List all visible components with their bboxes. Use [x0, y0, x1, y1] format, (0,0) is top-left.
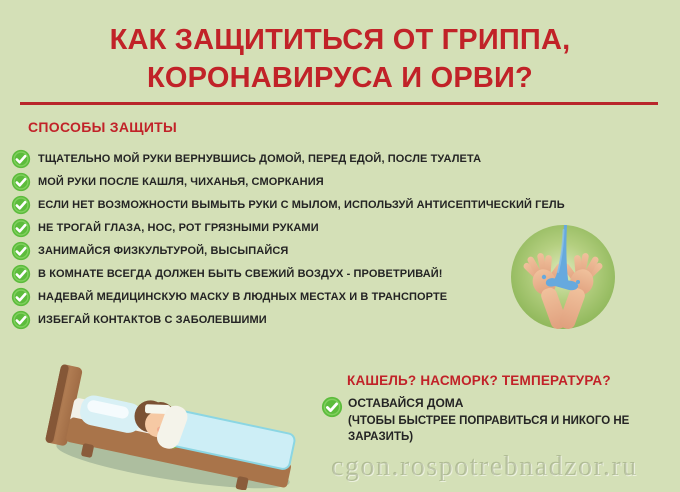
list-item: [11, 308, 531, 331]
section-heading: СПОСОБЫ ЗАЩИТЫ: [28, 119, 178, 135]
list-item: [11, 262, 531, 285]
check-circle-icon: [11, 287, 31, 307]
check-circle-icon: [321, 396, 343, 418]
title-line-2: КОРОНАВИРУСА И ОРВИ?: [147, 62, 533, 94]
protection-tips-list: [11, 147, 565, 331]
advice-text: [348, 395, 680, 445]
tip-text: ТЩАТЕЛЬНО МОЙ РУКИ ВЕРНУВШИСЬ ДОМОЙ, ПЕРЕД ЕДОЙ, ПОСЛЕ ТУАЛЕТА: [38, 152, 482, 165]
tip-text: НЕ ТРОГАЙ ГЛАЗА, НОС, РОТ ГРЯЗНЫМИ РУКАМИ: [38, 221, 319, 234]
sick-person-in-bed-icon: [38, 360, 338, 490]
washing-hands-icon: [508, 222, 618, 332]
tip-text: ЕСЛИ НЕТ ВОЗМОЖНОСТИ ВЫМЫТЬ РУКИ С МЫЛОМ, ИСПОЛЬЗУЙ АНТИСЕПТИЧЕСКИЙ ГЕЛЬ: [38, 198, 565, 211]
tip-text: НАДЕВАЙ МЕДИЦИНСКУЮ МАСКУ В ЛЮДНЫХ МЕСТАХ И В ТРАНСПОРТЕ: [38, 290, 448, 303]
list-item: [11, 193, 565, 216]
list-item: [11, 239, 531, 262]
watermark: cgon.rospotrebnadzor.ru: [331, 451, 638, 482]
check-circle-icon: [11, 218, 31, 238]
check-circle-icon: [11, 172, 31, 192]
tip-text: ЗАНИМАЙСЯ ФИЗКУЛЬТУРОЙ, ВЫСЫПАЙСЯ: [38, 244, 289, 257]
advice-line-2: (ЧТОБЫ БЫСТРЕЕ ПОПРАВИТЬСЯ И НИКОГО НЕ ЗАРАЗИТЬ): [348, 415, 630, 443]
title-divider: [20, 102, 658, 105]
check-circle-icon: [11, 264, 31, 284]
list-item: [11, 170, 531, 193]
tip-text: МОЙ РУКИ ПОСЛЕ КАШЛЯ, ЧИХАНЬЯ, СМОРКАНИЯ: [38, 175, 324, 188]
tip-text: В КОМНАТЕ ВСЕГДА ДОЛЖЕН БЫТЬ СВЕЖИЙ ВОЗДУХ - ПРОВЕТРИВАЙ!: [38, 267, 443, 280]
check-circle-icon: [11, 241, 31, 261]
title-line-1: КАК ЗАЩИТИТЬСЯ ОТ ГРИППА,: [109, 24, 571, 56]
list-item: [11, 147, 531, 170]
page-title: [0, 21, 680, 97]
check-circle-icon: [11, 195, 31, 215]
symptoms-heading: КАШЕЛЬ? НАСМОРК? ТЕМПЕРАТУРА?: [347, 373, 611, 388]
tip-text: ИЗБЕГАЙ КОНТАКТОВ С ЗАБОЛЕВШИМИ: [38, 313, 267, 326]
check-circle-icon: [11, 310, 31, 330]
list-item: [11, 216, 531, 239]
list-item: [11, 285, 531, 308]
stay-home-advice: [321, 395, 680, 445]
check-circle-icon: [11, 149, 31, 169]
advice-line-1: ОСТАВАЙСЯ ДОМА: [348, 396, 464, 410]
